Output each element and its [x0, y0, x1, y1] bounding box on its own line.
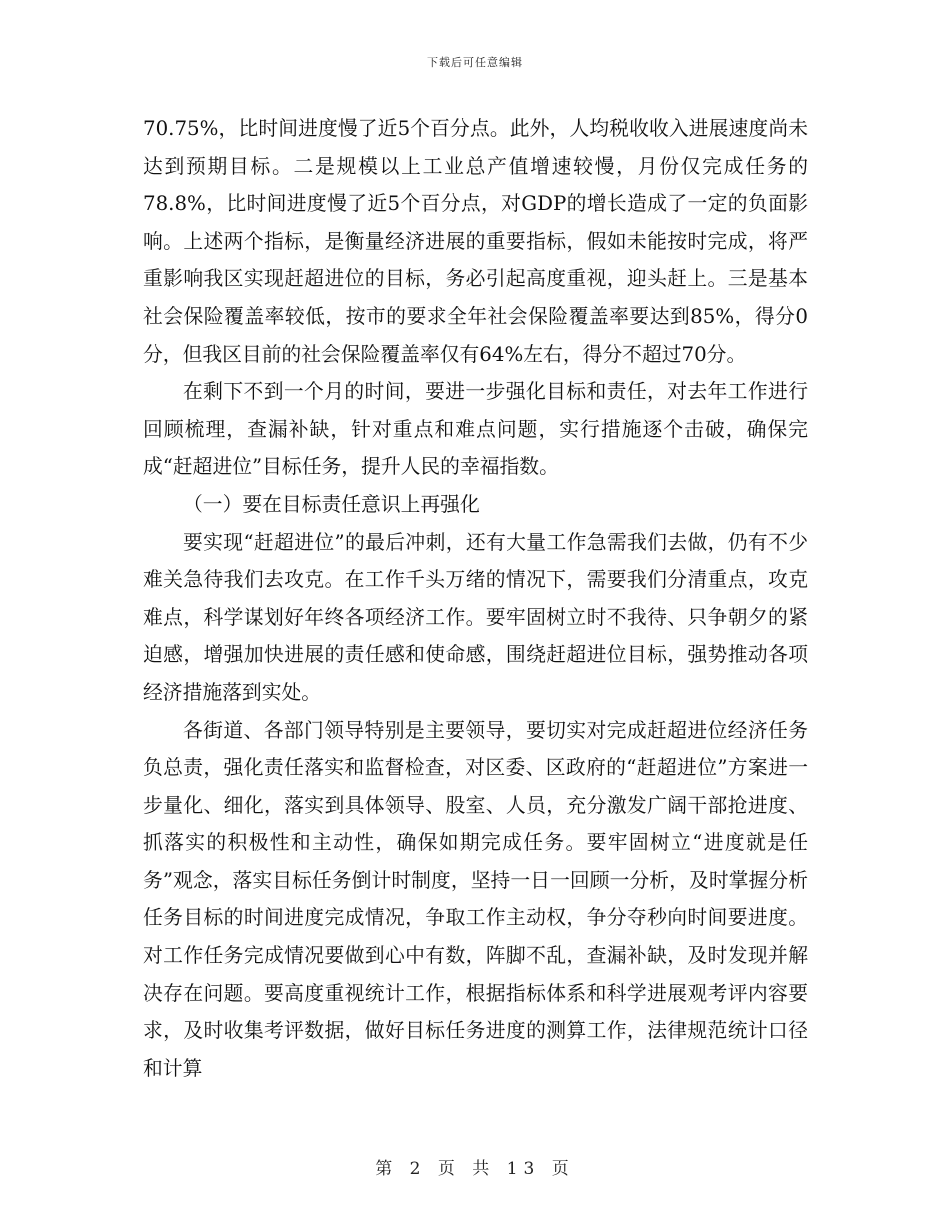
- page-number-footer: 第 2 页 共 13 页: [375, 1159, 575, 1179]
- paragraph: 各街道、各部门领导特别是主要领导，要切实对完成赶超进位经济任务负总责，强化责任落实和监督检查，对区委、区政府的“赶超进位”方案进一步量化、细化，落实到具体领导、股室、人员，充分激发广阔干部抢进度、抓落实的积极性和主动性，确保如期完成任务。要牢固树立“进度就是任务”观念，落实目标任务倒计时制度，坚持一日一回顾一分析，及时掌握分析任务目标的时间进度完成情况，争取工作主动权，争分夺秒向时间要进度。对工作任务完成情况要做到心中有数，阵脚不乱，查漏补缺，及时发现并解决存在问题。要高度重视统计工作，根据指标体系和科学进展观考评内容要求，及时收集考评数据，做好目标任务进度的测算工作，法律规范统计口径和计算: [143, 718, 808, 1080]
- paragraph-continuation: 70.75%，比时间进度慢了近5个百分点。此外，人均税收收入进展速度尚未达到预期目标。二是规模以上工业总产值增速较慢，月份仅完成任务的78.8%，比时间进度慢了近5个百分点，对GDP的增长造成了一定的负面影响。上述两个指标，是衡量经济进展的重要指标，假如未能按时完成，将严重影响我区实现赶超进位的目标，务必引起高度重视，迎头赶上。三是基本社会保险覆盖率较低，按市的要求全年社会保险覆盖率要达到85%，得分0分，但我区目前的社会保险覆盖率仅有64%左右，得分不超过70分。: [143, 117, 808, 366]
- section-heading: （一）要在目标责任意识上再强化: [183, 492, 480, 516]
- document-body: [143, 110, 808, 1087]
- paragraph: 要实现“赶超进位”的最后冲刺，还有大量工作急需我们去做，仍有不少难关急待我们去攻克。在工作千头万绪的情况下，需要我们分清重点，攻克难点，科学谋划好年终各项经济工作。要牢固树立时不我待、只争朝夕的紧迫感，增强加快进展的责任感和使命感，围绕赶超进位目标，强势推动各项经济措施落到实处。: [143, 530, 808, 704]
- page-header-note: 下载后可任意编辑: [427, 56, 523, 69]
- paragraph: 在剩下不到一个月的时间，要进一步强化目标和责任，对去年工作进行回顾梳理，查漏补缺，针对重点和难点问题，实行措施逐个击破，确保完成“赶超进位”目标任务，提升人民的幸福指数。: [143, 380, 808, 479]
